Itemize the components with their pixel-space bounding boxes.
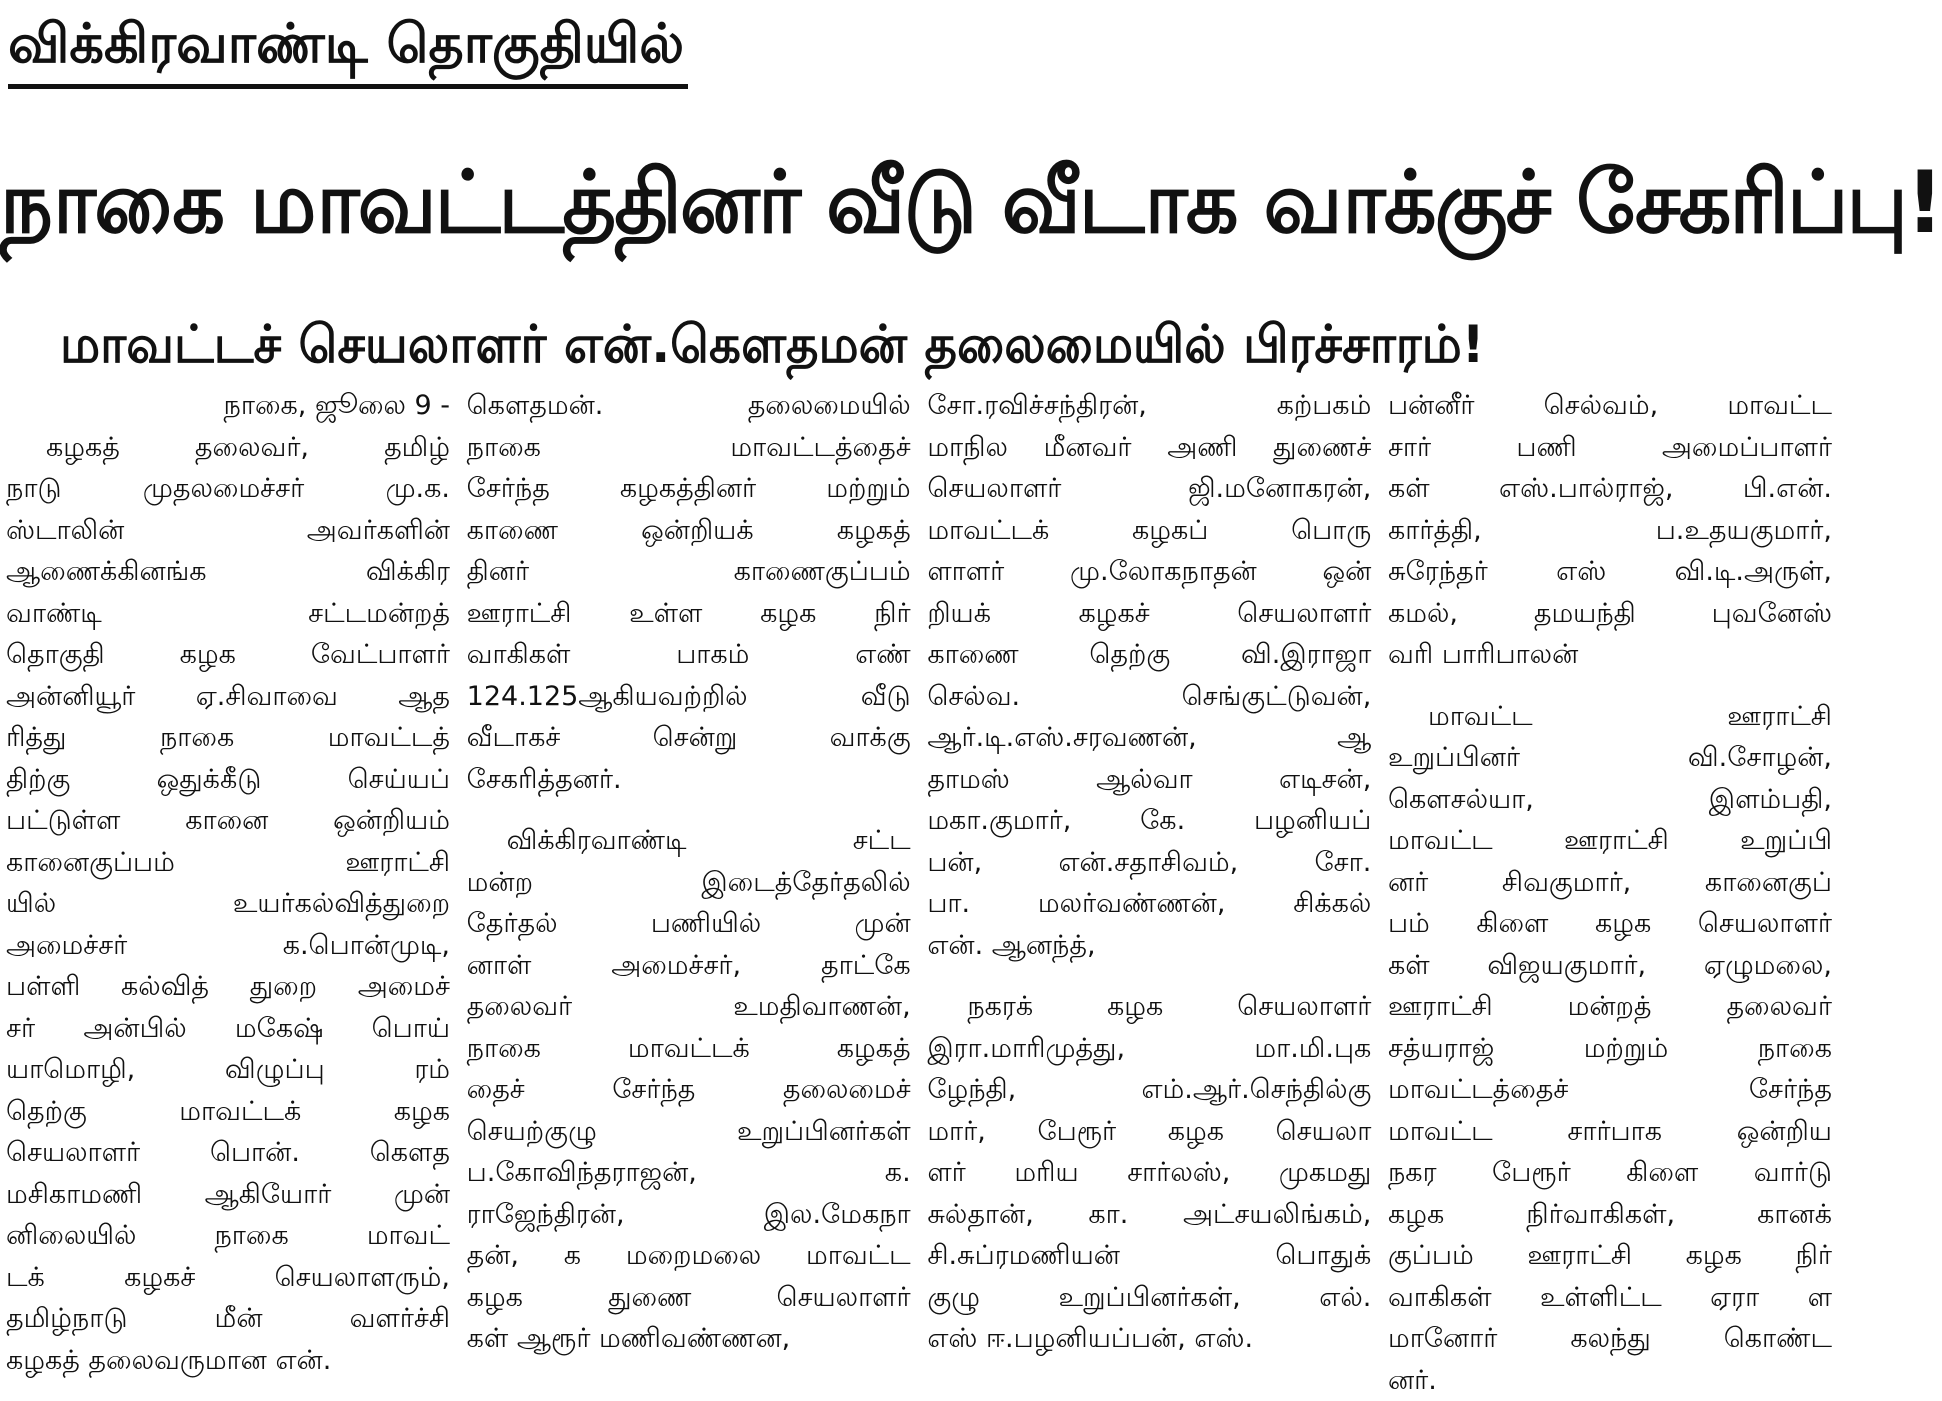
body-line: ஆணைக்கினங்க விக்கிர <box>6 551 450 593</box>
body-line: தலைவர் உமதிவாணன், <box>467 986 911 1028</box>
body-line: கௌதமன். தலைமையில் <box>467 385 911 427</box>
body-line: செல்வ. செங்குட்டுவன், <box>927 676 1371 718</box>
body-line: வாண்டி சட்டமன்றத் <box>6 593 450 635</box>
body-line: யாமொழி, விழுப்பு ரம் <box>6 1049 450 1091</box>
body-line: தன், க மறைமலை மாவட்ட <box>467 1235 911 1277</box>
body-line: 124.125ஆகியவற்றில் வீடு <box>467 676 911 718</box>
body-line: கள் எஸ்.பால்ராஜ், பி.என். <box>1388 468 1832 510</box>
body-line: மாவட்ட ஊராட்சி உறுப்பி <box>1388 820 1832 862</box>
body-line: நகர பேரூர் கிளை வார்டு <box>1388 1152 1832 1194</box>
body-line: னாள் அமைச்சர், தாட்கே <box>467 945 911 987</box>
body-line: பன், என்.சதாசிவம், சோ. <box>927 842 1371 884</box>
body-column-3 <box>927 385 1371 1347</box>
body-line: விக்கிரவாண்டி சட்ட <box>467 820 911 862</box>
body-line: காணை ஒன்றியக் கழகத் <box>467 510 911 552</box>
article-kicker: விக்கிரவாண்டி தொகுதியில் <box>8 4 688 89</box>
body-line: பட்டுள்ள கானை ஒன்றியம் <box>6 800 450 842</box>
body-line: நாடு முதலமைச்சர் மு.க. <box>6 468 450 510</box>
body-line: சர் அன்பில் மகேஷ் பொய் <box>6 1008 450 1050</box>
body-column-4 <box>1388 385 1832 1347</box>
body-line: கழக நிர்வாகிகள், கானக் <box>1388 1194 1832 1236</box>
body-line: மாவட்ட சார்பாக ஒன்றிய <box>1388 1111 1832 1153</box>
body-line <box>927 966 1371 986</box>
body-line: றியக் கழகச் செயலாளர் <box>927 593 1371 635</box>
body-line: சுல்தான், கா. அட்சயலிங்கம், <box>927 1194 1371 1236</box>
body-line: மாநில மீனவர் அணி துணைச் <box>927 427 1371 469</box>
body-line: டக் கழகச் செயலாளரும், <box>6 1257 450 1299</box>
body-line <box>467 800 911 820</box>
body-line: காணை தெற்கு வி.இராஜா <box>927 634 1371 676</box>
body-line: ஊராட்சி மன்றத் தலைவர் <box>1388 986 1832 1028</box>
body-line: நகரக் கழக செயலாளர் <box>927 986 1371 1028</box>
body-line: கமல், தமயந்தி புவனேஸ் <box>1388 593 1832 635</box>
body-line: சத்யராஜ் மற்றும் நாகை <box>1388 1028 1832 1070</box>
body-line: சோ.ரவிச்சந்திரன், கற்பகம் <box>927 385 1371 427</box>
body-line: சேகரித்தனர். <box>467 759 911 801</box>
body-line: னர் சிவகுமார், கானைகுப் <box>1388 862 1832 904</box>
body-line: மார், பேரூர் கழக செயலா <box>927 1111 1371 1153</box>
body-line: பள்ளி கல்வித் துறை அமைச் <box>6 966 450 1008</box>
body-line: மசிகாமணி ஆகியோர் முன் <box>6 1174 450 1216</box>
body-line: ஸ்டாலின் அவர்களின் <box>6 510 450 552</box>
body-line <box>1388 676 1832 696</box>
body-line: பம் கிளை கழக செயலாளர் <box>1388 903 1832 945</box>
body-line: வாகிகள் பாகம் எண் <box>467 634 911 676</box>
body-column-2 <box>467 385 911 1347</box>
body-line: தமிழ்நாடு மீன் வளர்ச்சி <box>6 1298 450 1340</box>
body-line: மாவட்டக் கழகப் பொரு <box>927 510 1371 552</box>
body-line: ளர் மரிய சார்லஸ், முகமது <box>927 1152 1371 1194</box>
body-line: ஊராட்சி உள்ள கழக நிர் <box>467 593 911 635</box>
article-subhead: மாவட்டச் செயலாளர் என்.கௌதமன் தலைமையில் பிரச்சாரம்! <box>60 305 1485 385</box>
body-line: வீடாகச் சென்று வாக்கு <box>467 717 911 759</box>
body-line: தாமஸ் ஆல்வா எடிசன், <box>927 759 1371 801</box>
body-line: கள் விஜயகுமார், ஏழுமலை, <box>1388 945 1832 987</box>
body-line: மகா.குமார், கே. பழனியப் <box>927 800 1371 842</box>
body-line: சுரேந்தர் எஸ் வி.டி.அருள், <box>1388 551 1832 593</box>
body-line: ழேந்தி, எம்.ஆர்.செந்தில்கு <box>927 1069 1371 1111</box>
body-line: கானைகுப்பம் ஊராட்சி <box>6 842 450 884</box>
body-line: எஸ் ஈ.பழனியப்பன், எஸ். <box>927 1318 1371 1360</box>
body-line: பா. மலர்வண்ணன், சிக்கல் <box>927 883 1371 925</box>
body-line: சார் பணி அமைப்பாளர் <box>1388 427 1832 469</box>
body-line: தெற்கு மாவட்டக் கழக <box>6 1091 450 1133</box>
body-line: யில் உயர்கல்வித்துறை <box>6 883 450 925</box>
body-line: ஆர்.டி.எஸ்.சரவணன், ஆ <box>927 717 1371 759</box>
body-line: கழகத் தலைவருமான என். <box>6 1340 450 1382</box>
article-body <box>6 385 1832 1347</box>
body-line: வாகிகள் உள்ளிட்ட ஏரா ள <box>1388 1277 1832 1319</box>
body-line: கழக துணை செயலாளர் <box>467 1277 911 1319</box>
body-line: ரித்து நாகை மாவட்டத் <box>6 717 450 759</box>
body-line: பன்னீர் செல்வம், மாவட்ட <box>1388 385 1832 427</box>
article-headline: நாகை மாவட்டத்தினர் வீடு வீடாக வாக்குச் சேகரிப்பு! <box>0 128 1764 278</box>
body-line: இரா.மாரிமுத்து, மா.மி.புக <box>927 1028 1371 1070</box>
body-line: குப்பம் ஊராட்சி கழக நிர் <box>1388 1235 1832 1277</box>
body-line: ப.கோவிந்தராஜன், க. <box>467 1152 911 1194</box>
body-line: வரி பாரிபாலன் <box>1388 634 1832 676</box>
body-line: மன்ற இடைத்தேர்தலில் <box>467 862 911 904</box>
body-line: மானோர் கலந்து கொண்ட <box>1388 1318 1832 1360</box>
body-line: மாவட்ட ஊராட்சி <box>1388 696 1832 738</box>
body-line: சி.சுப்ரமணியன் பொதுக் <box>927 1235 1371 1277</box>
body-line: கள் ஆரூர் மணிவண்ணன, <box>467 1318 911 1360</box>
body-line: திற்கு ஒதுக்கீடு செய்யப் <box>6 759 450 801</box>
body-line: தொகுதி கழக வேட்பாளர் <box>6 634 450 676</box>
body-line: உறுப்பினர் வி.சோழன், <box>1388 737 1832 779</box>
body-line: கழகத் தலைவர், தமிழ் <box>6 427 450 469</box>
body-line: ராஜேந்திரன், இல.மேகநா <box>467 1194 911 1236</box>
body-line: நாகை மாவட்டத்தைச் <box>467 427 911 469</box>
body-line: தைச் சேர்ந்த தலைமைச் <box>467 1069 911 1111</box>
body-line: அமைச்சர் க.பொன்முடி, <box>6 925 450 967</box>
body-line: னர். <box>1388 1360 1832 1401</box>
body-line: தேர்தல் பணியில் முன் <box>467 903 911 945</box>
body-line: தினர் காணைகுப்பம் <box>467 551 911 593</box>
body-line: னிலையில் நாகை மாவட் <box>6 1215 450 1257</box>
body-line: குழு உறுப்பினர்கள், எல். <box>927 1277 1371 1319</box>
body-line: செயலாளர் பொன். கௌத <box>6 1132 450 1174</box>
body-line: கௌசல்யா, இளம்பதி, <box>1388 779 1832 821</box>
body-line: ளாளர் மு.லோகநாதன் ஒன் <box>927 551 1371 593</box>
body-line: செயலாளர் ஜி.மனோகரன், <box>927 468 1371 510</box>
body-line: என். ஆனந்த், <box>927 925 1371 967</box>
body-line: நாகை, ஜூலை 9 - <box>6 385 450 427</box>
body-line: கார்த்தி, ப.உதயகுமார், <box>1388 510 1832 552</box>
body-line: செயற்குழு உறுப்பினர்கள் <box>467 1111 911 1153</box>
body-line: மாவட்டத்தைச் சேர்ந்த <box>1388 1069 1832 1111</box>
body-column-1 <box>6 385 450 1347</box>
body-line: சேர்ந்த கழகத்தினர் மற்றும் <box>467 468 911 510</box>
body-line: அன்னியூர் ஏ.சிவாவை ஆத <box>6 676 450 718</box>
body-line: நாகை மாவட்டக் கழகத் <box>467 1028 911 1070</box>
